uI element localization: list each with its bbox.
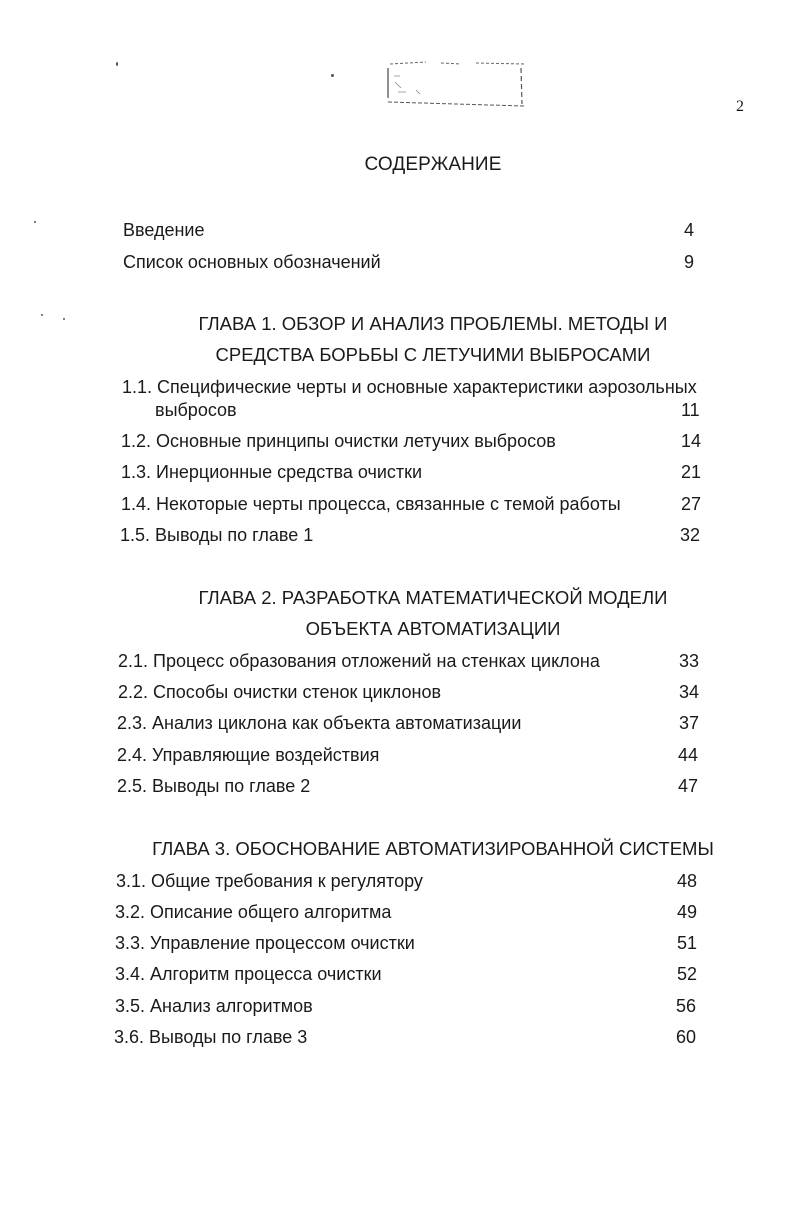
toc-entry-page: 14: [681, 431, 702, 451]
toc-entry-label: Введение: [123, 220, 205, 240]
chapter-heading: СРЕДСТВА БОРЬБЫ С ЛЕТУЧИМИ ВЫБРОСАМИ: [215, 344, 651, 365]
toc-entry-page: 37: [679, 713, 700, 733]
toc-entry-label: 2.1. Процесс образования отложений на стенках циклона: [118, 651, 600, 671]
toc-entry-page: 33: [679, 651, 700, 671]
chapter-heading: ГЛАВА 1. ОБЗОР И АНАЛИЗ ПРОБЛЕМЫ. МЕТОДЫ И: [198, 313, 668, 334]
toc-entry-page: 44: [678, 745, 699, 765]
toc-entry-label: 3.5. Анализ алгоритмов: [115, 996, 313, 1016]
toc-entry-page: 51: [677, 933, 698, 953]
toc-entry-label: 2.2. Способы очистки стенок циклонов: [118, 682, 442, 702]
scan-speck: [116, 62, 118, 66]
toc-entry-label: 3.1. Общие требования к регулятору: [116, 871, 423, 891]
toc-entry-label: 3.6. Выводы по главе 3: [114, 1027, 308, 1047]
toc-entry-page: 48: [677, 871, 698, 891]
toc-entry-page: 21: [681, 462, 702, 482]
chapter-heading: ОБЪЕКТА АВТОМАТИЗАЦИИ: [305, 618, 561, 639]
chapter-heading: ГЛАВА 3. ОБОСНОВАНИЕ АВТОМАТИЗИРОВАННОЙ СИСТЕМЫ: [152, 838, 714, 859]
toc-entry-label: 1.2. Основные принципы очистки летучих выбросов: [121, 431, 556, 451]
scan-speck: [331, 74, 334, 77]
toc-entry-page: 56: [676, 996, 697, 1016]
toc-entry-label: 2.4. Управляющие воздействия: [117, 745, 380, 765]
toc-entry-label: 3.4. Алгоритм процесса очистки: [115, 964, 382, 984]
toc-entry-label: 2.5. Выводы по главе 2: [117, 776, 311, 796]
toc-entry-label: 1.1. Специфические черты и основные характеристики аэрозольных: [122, 377, 697, 397]
toc-entry-page: 49: [677, 902, 698, 922]
toc-entry-label: 1.4. Некоторые черты процесса, связанные с темой работы: [121, 494, 621, 514]
toc-entry-page: 4: [684, 220, 695, 240]
page-title: СОДЕРЖАНИЕ: [364, 154, 502, 175]
toc-entry-page: 9: [684, 252, 695, 272]
toc-entry-page: 34: [679, 682, 700, 702]
toc-entry-label: 3.3. Управление процессом очистки: [115, 933, 415, 953]
toc-entry-page: 27: [681, 494, 702, 514]
page-number: 2: [736, 98, 744, 115]
toc-entry-label: 2.3. Анализ циклона как объекта автоматизации: [117, 713, 522, 733]
toc-entry-page: 32: [680, 525, 701, 545]
toc-entry-page: 60: [676, 1027, 697, 1047]
scan-speck: [34, 221, 36, 223]
toc-entry-label: Список основных обозначений: [123, 252, 381, 272]
toc-entry-label: 1.3. Инерционные средства очистки: [121, 462, 423, 482]
toc-entry-label: 3.2. Описание общего алгоритма: [115, 902, 392, 922]
library-stamp: [386, 58, 526, 108]
toc-entry-page: 47: [678, 776, 699, 796]
chapter-heading: ГЛАВА 2. РАЗРАБОТКА МАТЕМАТИЧЕСКОЙ МОДЕЛИ: [198, 587, 668, 608]
toc-entry-label: 1.5. Выводы по главе 1: [120, 525, 314, 545]
toc-entry-page: 52: [677, 964, 698, 984]
toc-entry-label-continued: выбросов: [155, 400, 237, 420]
toc-entry-page: 11: [681, 400, 700, 420]
